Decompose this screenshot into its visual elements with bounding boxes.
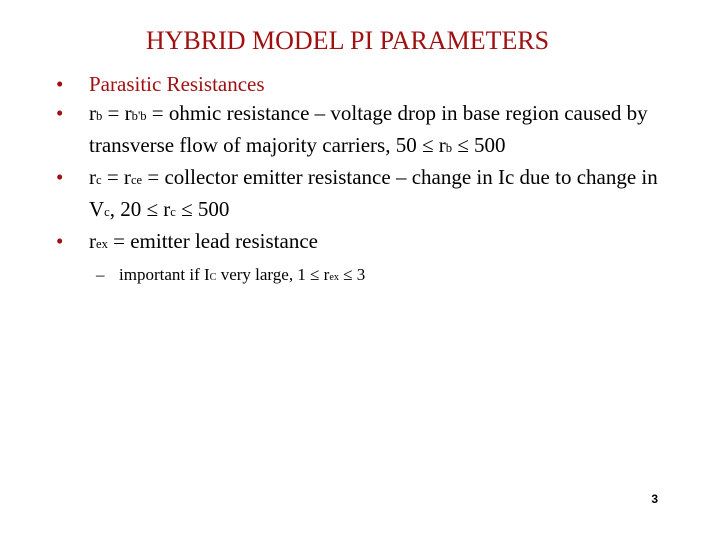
text: = r — [102, 101, 132, 125]
bullet-marker: • — [56, 101, 64, 125]
symbol-r: r — [89, 229, 96, 253]
text: , 20 ≤ r — [109, 197, 171, 221]
subscript: ex — [96, 237, 108, 251]
text: very large, 1 ≤ r — [216, 265, 330, 284]
bullet-marker: • — [56, 72, 64, 96]
bullet-parasitic-resistances — [56, 70, 666, 99]
bullet-marker: • — [56, 165, 64, 189]
page-number: 3 — [651, 492, 658, 506]
text: = collector emitter resistance – change in Ic due to change in V — [89, 165, 658, 221]
bullet-list — [56, 70, 666, 290]
symbol-r: r — [89, 101, 96, 125]
bullet-marker: • — [56, 229, 64, 253]
symbol-r: r — [89, 165, 96, 189]
dash-marker: – — [96, 265, 105, 284]
text: ≤ 3 — [338, 265, 366, 284]
slide-title: HYBRID MODEL PI PARAMETERS — [145, 26, 550, 55]
text: = emitter lead resistance — [107, 229, 318, 253]
text: ≤ 500 — [452, 133, 506, 157]
subscript: ce — [130, 173, 143, 187]
subscript: C — [209, 272, 217, 283]
subscript: b — [445, 141, 453, 155]
bullet-rc — [56, 163, 666, 227]
bullet-rb — [56, 99, 666, 163]
subscript: b'b — [131, 109, 147, 123]
text: = r — [101, 165, 131, 189]
text: = ohmic resistance – voltage drop in base region caused by transverse flow of majority carriers, 50 ≤ r — [89, 101, 648, 157]
sub-bullet-rex — [56, 263, 666, 290]
subscript: c — [104, 205, 110, 219]
subscript: b — [96, 109, 103, 123]
bullet-rex — [56, 227, 666, 259]
subscript: c — [96, 173, 102, 187]
bullet-text: Parasitic Resistances — [89, 72, 265, 96]
subscript: ex — [329, 272, 339, 283]
text: important if I — [119, 265, 210, 284]
subscript: c — [170, 205, 176, 219]
text: ≤ 500 — [175, 197, 230, 221]
